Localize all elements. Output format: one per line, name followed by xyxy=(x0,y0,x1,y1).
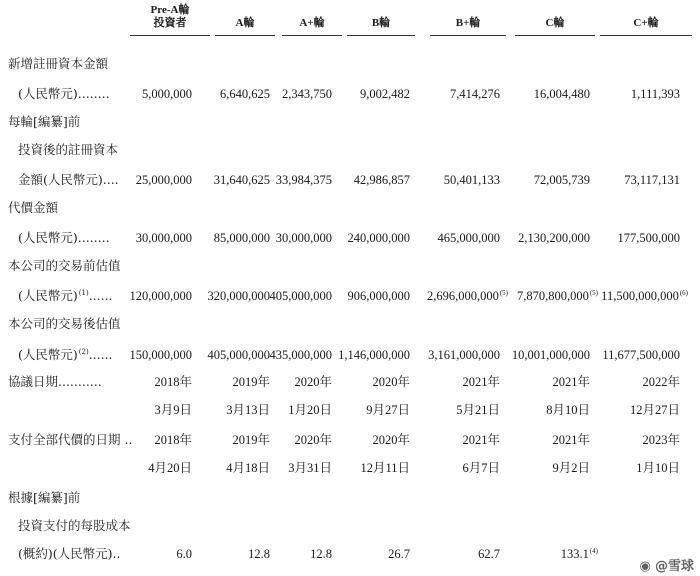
table-cell: 3月31日 xyxy=(288,461,332,475)
table-cell: 2,696,000,000$^{(5)}$ xyxy=(426,289,508,303)
table-row xyxy=(0,544,700,564)
table-cell: 62.7 xyxy=(478,547,500,561)
table-cell: 2021年 xyxy=(462,433,500,447)
header-rule xyxy=(347,35,415,36)
table-cell: 2019年 xyxy=(232,375,270,389)
table-cell: 72,005,739 xyxy=(533,173,590,187)
table-row xyxy=(0,430,700,450)
table-cell: 9,002,482 xyxy=(360,87,410,101)
table-cell: 2020年 xyxy=(294,375,332,389)
table-cell: 42,986,857 xyxy=(353,173,410,187)
table-row xyxy=(0,286,700,306)
header-rule xyxy=(282,35,342,36)
table-cell: 6月7日 xyxy=(462,461,500,475)
table-cell: 12.8 xyxy=(248,547,270,561)
table-cell: 26.7 xyxy=(388,547,410,561)
row-label: (人民幣元)$^{(1)}$...... xyxy=(18,288,113,303)
table-cell: 12.8 xyxy=(310,547,332,561)
table-row xyxy=(0,140,700,160)
row-label: (人民幣元)$^{(2)}$...... xyxy=(18,347,113,362)
table-cell: 5,000,000 xyxy=(142,87,192,101)
table-cell: 2,343,750 xyxy=(282,87,332,101)
table-cell: 435,000,000 xyxy=(269,348,332,362)
table-cell: 320,000,000 xyxy=(207,289,270,303)
table-cell: 7,870,800,000$^{(5)}$ xyxy=(516,289,598,303)
header-rule xyxy=(130,35,210,36)
table-cell: 8月10日 xyxy=(546,403,590,417)
table-row xyxy=(0,488,700,508)
header-rule xyxy=(515,35,595,36)
table-row xyxy=(0,228,700,248)
row-label: (人民幣元)........ xyxy=(18,86,110,101)
col-header-c: C輪 xyxy=(545,17,565,29)
col-header-a: A輪 xyxy=(235,17,255,29)
row-label: 投資支付的每股成本 xyxy=(18,518,131,533)
table-cell: 4月18日 xyxy=(226,461,270,475)
table-cell: 2022年 xyxy=(642,375,680,389)
col-header-a-plus: A+輪 xyxy=(299,17,325,29)
table-row xyxy=(0,516,700,536)
table-cell: 133.1$^{(4)}$ xyxy=(560,547,598,561)
table-cell: 9月27日 xyxy=(366,403,410,417)
table-cell: 85,000,000 xyxy=(213,231,270,245)
table-header xyxy=(0,0,700,36)
table-cell: 2,130,200,000 xyxy=(518,231,590,245)
table-cell: 2020年 xyxy=(372,375,410,389)
table-row xyxy=(0,198,700,218)
table-cell: 4月20日 xyxy=(148,461,192,475)
table-cell: 6,640,625 xyxy=(220,87,270,101)
table-cell: 2020年 xyxy=(372,433,410,447)
table-cell: 2021年 xyxy=(552,375,590,389)
table-cell: 5月21日 xyxy=(456,403,500,417)
table-cell: 7,414,276 xyxy=(450,87,500,101)
table-cell: 50,401,133 xyxy=(443,173,500,187)
row-label: 金額(人民幣元).... xyxy=(18,172,119,187)
col-header-line1: Pre-A輪 xyxy=(150,4,190,16)
table-cell: 2021年 xyxy=(462,375,500,389)
table-cell: 177,500,000 xyxy=(617,231,680,245)
table-cell: 30,000,000 xyxy=(135,231,192,245)
watermark-text: @雪球 xyxy=(654,559,694,574)
table-cell: 6.0 xyxy=(176,547,192,561)
footnote-ref: (2) xyxy=(78,348,89,356)
table-row xyxy=(0,372,700,392)
table-cell: 1,146,000,000 xyxy=(338,348,410,362)
table-cell: 31,640,625 xyxy=(213,173,270,187)
row-label: 每輪[編纂]前 xyxy=(8,114,81,129)
row-label: 代價金額 xyxy=(8,200,59,215)
table-cell: 2018年 xyxy=(154,433,192,447)
row-label: 新增註冊資本金額 xyxy=(8,56,109,71)
table-row xyxy=(0,54,700,74)
table-cell: 12月27日 xyxy=(629,403,680,417)
table-cell: 30,000,000 xyxy=(275,231,332,245)
table-cell: 3月13日 xyxy=(226,403,270,417)
row-label: 本公司的交易後估值 xyxy=(8,316,121,331)
table-cell: 2023年 xyxy=(642,433,680,447)
footnote-ref: (5) xyxy=(589,289,598,297)
table-row xyxy=(0,112,700,132)
footnote-ref: (6) xyxy=(679,289,688,297)
row-label: 協議日期........... xyxy=(8,374,102,389)
table-row xyxy=(0,314,700,334)
col-header-c-plus: C+輪 xyxy=(633,17,659,29)
col-header-pre-a xyxy=(130,4,210,30)
row-label: 投資後的註冊資本 xyxy=(18,142,119,157)
col-header-b: B輪 xyxy=(371,17,391,29)
table-cell: 1月10日 xyxy=(636,461,680,475)
col-header-b-plus: B+輪 xyxy=(455,17,481,29)
table-cell: 240,000,000 xyxy=(347,231,410,245)
table-cell: 16,004,480 xyxy=(533,87,590,101)
col-header-line2: 投資者 xyxy=(153,17,187,29)
table-row xyxy=(0,345,700,365)
watermark xyxy=(640,555,695,574)
table-cell: 906,000,000 xyxy=(347,289,410,303)
table-cell: 11,677,500,000 xyxy=(602,348,680,362)
table-cell: 33,984,375 xyxy=(275,173,332,187)
table-cell: 120,000,000 xyxy=(129,289,192,303)
table-cell: 3月9日 xyxy=(154,403,192,417)
header-rule xyxy=(600,35,692,36)
table-row xyxy=(0,170,700,190)
table-cell: 150,000,000 xyxy=(129,348,192,362)
table-cell: 73,117,131 xyxy=(624,173,680,187)
table-cell: 2021年 xyxy=(552,433,590,447)
table-cell: 10,001,000,000 xyxy=(511,348,590,362)
row-label: (概約)(人民幣元).. xyxy=(18,546,121,561)
table-cell: 1,111,393 xyxy=(630,87,680,101)
row-label: 根據[編纂]前 xyxy=(8,490,81,505)
footnote-ref: (5) xyxy=(499,289,508,297)
table-row xyxy=(0,256,700,276)
table-row xyxy=(0,400,700,420)
table-cell: 2020年 xyxy=(294,433,332,447)
table-row xyxy=(0,84,700,104)
table-cell: 25,000,000 xyxy=(135,173,192,187)
row-label: 支付全部代價的日期 .. xyxy=(8,432,133,447)
header-rule xyxy=(430,35,506,36)
footnote-ref: (4) xyxy=(589,547,598,555)
weibo-logo-icon: ◉ xyxy=(639,559,651,574)
table-cell: 9月2日 xyxy=(552,461,590,475)
table-cell: 1月20日 xyxy=(288,403,332,417)
header-rule xyxy=(215,35,275,36)
table-cell: 11,500,000,000$^{(6)}$ xyxy=(601,289,688,303)
footnote-ref: (1) xyxy=(78,289,89,297)
table-cell: 3,161,000,000 xyxy=(428,348,500,362)
table-cell: 12月11日 xyxy=(360,461,410,475)
table-cell: 2019年 xyxy=(232,433,270,447)
table-cell: 465,000,000 xyxy=(437,231,500,245)
table-cell: 405,000,000 xyxy=(207,348,270,362)
row-label: (人民幣元)........ xyxy=(18,230,110,245)
table-cell: 2018年 xyxy=(154,375,192,389)
table-cell: 405,000,000 xyxy=(269,289,332,303)
row-label: 本公司的交易前估值 xyxy=(8,258,121,273)
table-row xyxy=(0,458,700,478)
